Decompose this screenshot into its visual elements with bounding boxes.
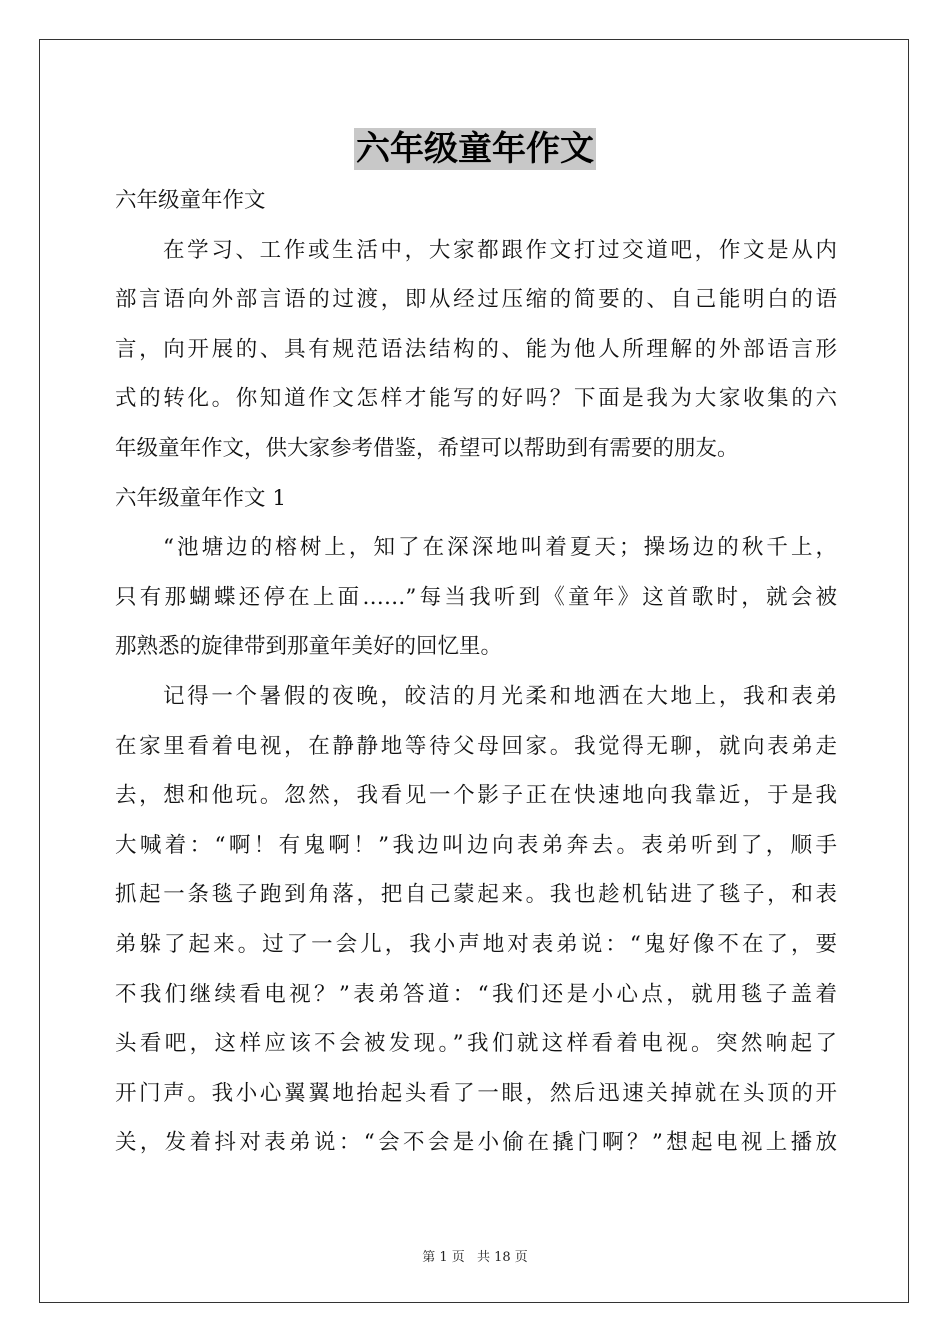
text-line: 开门声。我小心翼翼地抬起头看了一眼，然后迅速关掉就在头顶的开 (115, 1080, 837, 1106)
text-line: 关，发着抖对表弟说：“会不会是小偷在撬门啊？”想起电视上播放 (115, 1130, 837, 1156)
text-line: 只有那蝴蝶还停在上面……”每当我听到《童年》这首歌时，就会被 (115, 584, 837, 610)
page-footer (0, 1246, 950, 1265)
text-line: 在家里看着电视，在静静地等待父母回家。我觉得无聊，就向表弟走 (115, 733, 837, 759)
text-line: 在学习、工作或生活中，大家都跟作文打过交道吧，作文是从内 (163, 237, 837, 263)
text-line: 言，向开展的、具有规范语法结构的、能为他人所理解的外部语言形 (115, 336, 837, 362)
text-line: 六年级童年作文 1 (115, 485, 287, 511)
text-line: 头看吧，这样应该不会被发现。”我们就这样看着电视。突然响起了 (115, 1031, 837, 1057)
text-line: 记得一个暑假的夜晚，皎洁的月光柔和地洒在大地上，我和表弟 (163, 683, 837, 709)
text-line: 六年级童年作文 (115, 188, 266, 213)
text-line: “池塘边的榕树上，知了在深深地叫着夏天；操场边的秋千上， (163, 535, 837, 561)
title-container (0, 128, 950, 170)
page-total: 共 18 页 (476, 1250, 528, 1265)
text-line: 部言语向外部言语的过渡，即从经过压缩的简要的、自己能明白的语 (115, 287, 837, 313)
document-title: 六年级童年作文 (356, 129, 594, 169)
text-line: 大喊着：“啊！有鬼啊！”我边叫边向表弟奔去。表弟听到了，顺手 (115, 832, 837, 858)
text-line: 弟躲了起来。过了一会儿，我小声地对表弟说：“鬼好像不在了，要 (115, 931, 837, 957)
text-line: 不我们继续看电视？”表弟答道：“我们还是小心点，就用毯子盖着 (115, 981, 837, 1007)
text-line: 年级童年作文，供大家参考借鉴，希望可以帮助到有需要的朋友。 (115, 435, 739, 461)
text-line: 那熟悉的旋律带到那童年美好的回忆里。 (115, 634, 503, 660)
text-line: 式的转化。你知道作文怎样才能写的好吗？下面是我为大家收集的六 (115, 386, 837, 412)
page-number: 第 1 页 (422, 1250, 465, 1265)
text-line: 去，想和他玩。忽然，我看见一个影子正在快速地向我靠近，于是我 (115, 783, 837, 809)
document-body (115, 176, 837, 1168)
text-line: 抓起一条毯子跑到角落，把自己蒙起来。我也趁机钻进了毯子，和表 (115, 882, 837, 908)
